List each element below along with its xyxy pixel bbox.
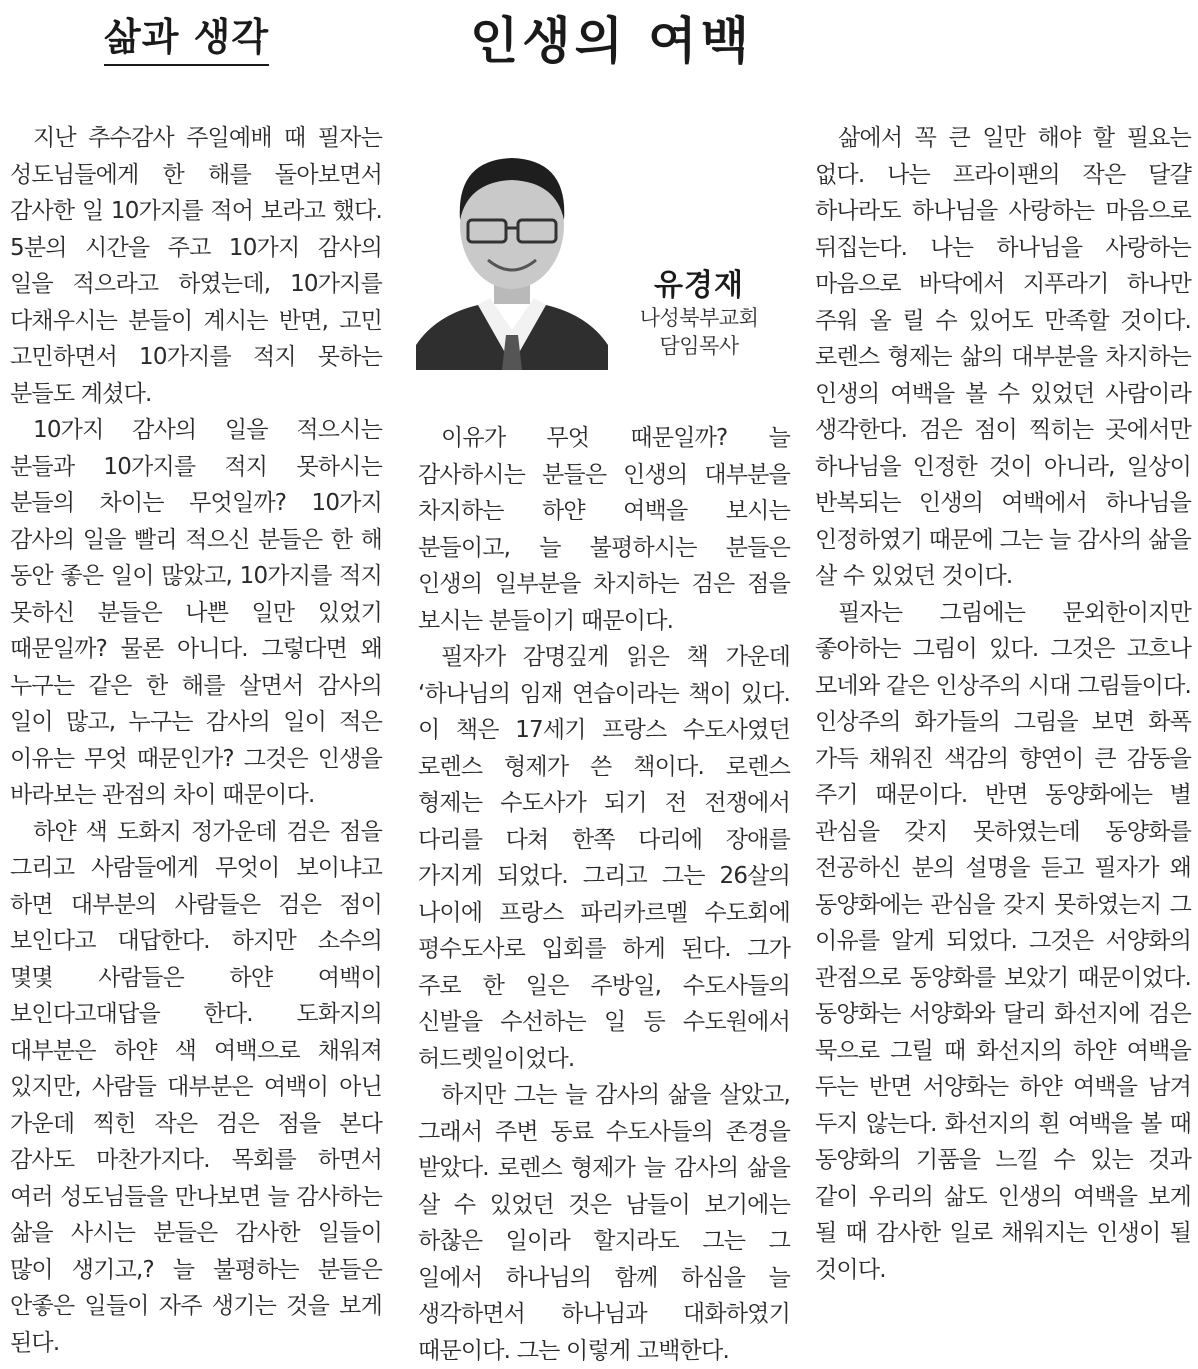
paragraph: 필자가 감명깊게 읽은 책 가운데 ‘하나님의 임재 연습이라는 책이 있다. 이 책은 17세기 프랑스 수도사였던 로렌스 형제가 쓴 책이다. 로렌스 형제는 수도사가 되기 전 전쟁에서 다리를 다쳐 한쪽 다리에 장애를 가지게 되었다. 그리고 그는 26살의 나이에 프랑스 파리카르멜 수도회에 평수도사로 입회를 하게 된다. 그가 주로 한 일은 주방일, 수도사들의 신발을 수선하는 일 등 수도원에서 허드렛일이었다. [418,644,790,1072]
author-portrait-illustration [416,130,608,370]
article-column-3 [815,120,1191,1288]
article-column-1 [10,120,382,1361]
author-church: 나성북부교회 [639,306,759,330]
section-label: 삶과 생각 [104,14,269,66]
author-name: 유경재 [654,268,744,303]
paragraph: 삶에서 꼭 큰 일만 해야 할 필요는 없다. 나는 프라이팬의 작은 달걀 하나라도 하나님을 사랑하는 마음으로 뒤집는다. 나는 하나님을 사랑하는 마음으로 바닥에서 지푸라기 하나만 주워 올 릴 수 있어도 만족할 것이다. 로렌스 형제는 삶의 대부분을 차지하는 인생의 여백을 볼 수 있었던 사람이라 생각한다. 검은 점이 찍히는 곳에서만 하나님을 인정한 것이 아니라, 일상이 반복되는 인생의 여백에서 하나님을 인정하였기 때문에 그는 늘 감사의 삶을 살 수 있었던 것이다. [815,125,1191,589]
paragraph: 지난 추수감사 주일예배 때 필자는 성도님들에게 한 해를 돌아보면서 감사한 일 10가지를 적어 보라고 했다. 5분의 시간을 주고 10가지 감사의 일을 적으라고 하였는데, 10가지를 다채우시는 분들이 계시는 반면, 고민 고민하면서 10가지를 적지 못하는 분들도 계셨다. [10,125,382,407]
author-byline [614,268,784,360]
paragraph: 하지만 그는 늘 감사의 삶을 살았고, 그래서 주변 동료 수도사들의 존경을 받았다. 로렌스 형제가 늘 감사의 삶을 살 수 있었던 것은 남들이 보기에는 하찮은 일이라 할지라도 그는 그 일에서 하나님의 함께 하심을 늘 생각하면서 하나님과 대화하였기 때문이다. 그는 이렇게 고백한다. [418,1082,790,1364]
author-role: 담임목사 [659,334,739,358]
article-column-2 [418,420,790,1369]
paragraph: 이유가 무엇 때문일까? 늘 감사하시는 분들은 인생의 대부분을 차지하는 하얀 여백을 보시는 분들이고, 늘 불평하시는 분들은 인생의 일부분을 차지하는 검은 점을 보시는 분들이기 때문이다. [418,425,790,634]
paragraph: 필자는 그림에는 문외한이지만 좋아하는 그림이 있다. 그것은 고흐나 모네와 같은 인상주의 시대 그림들이다. 인상주의 화가들의 그림을 보면 화폭 가득 채워진 색감의 향연이 큰 감동을 주기 때문이다. 반면 동양화에는 별 관심을 갖지 못하였는데 동양화를 전공하신 분의 설명을 듣고 필자가 왜 동양화에는 관심을 갖지 못하였는지 그 이유를 알게 되었다. 그것은 서양화의 관점으로 동양화를 보았기 때문이었다. 동양화는 서양화와 달리 화선지에 검은 묵으로 그릴 때 화선지의 하얀 여백을 두는 반면 서양화는 하얀 여백을 남겨 두지 않는다. 화선지의 흰 여백을 볼 때 동양화의 기품을 느낄 수 있는 것과 같이 우리의 삶도 인생의 여백을 보게 될 때 감사한 일로 채워지는 인생이 될 것이다. [815,599,1191,1283]
headline: 인생의 여백 [470,12,753,70]
paragraph: 하얀 색 도화지 정가운데 검은 점을 그리고 사람들에게 무엇이 보이냐고 하면 대부분의 사람들은 검은 점이 보인다고 대답한다. 하지만 소수의 몇몇 사람들은 하얀 여백이 보인다고대답을 한다. 도화지의 대부분은 하얀 색 여백으로 채워져 있지만, 사람들 대부분은 여백이 아닌 가운데 찍힌 작은 검은 점을 본다 감사도 마찬가지다. 목회를 하면서 여러 성도님들을 만나보면 늘 감사하는 삶을 사시는 분들은 감사한 일들이 많이 생기고,? 늘 불평하는 분들은 안좋은 일들이 자주 생기는 것을 보게 된다. [10,818,382,1356]
paragraph: 10가지 감사의 일을 적으시는 분들과 10가지를 적지 못하시는 분들의 차이는 무엇일까? 10가지 감사의 일을 빨리 적으신 분들은 한 해 동안 좋은 일이 많았고, 10가지를 적지 못하신 분들은 나쁜 일만 있었기 때문일까? 물론 아니다. 그렇다면 왜 누구는 같은 한 해를 살면서 감사의 일이 많고, 누구는 감사의 일이 적은 이유는 무엇 때문인가? 그것은 인생을 바라보는 관점의 차이 때문이다. [10,417,382,808]
author-photo [416,130,608,370]
